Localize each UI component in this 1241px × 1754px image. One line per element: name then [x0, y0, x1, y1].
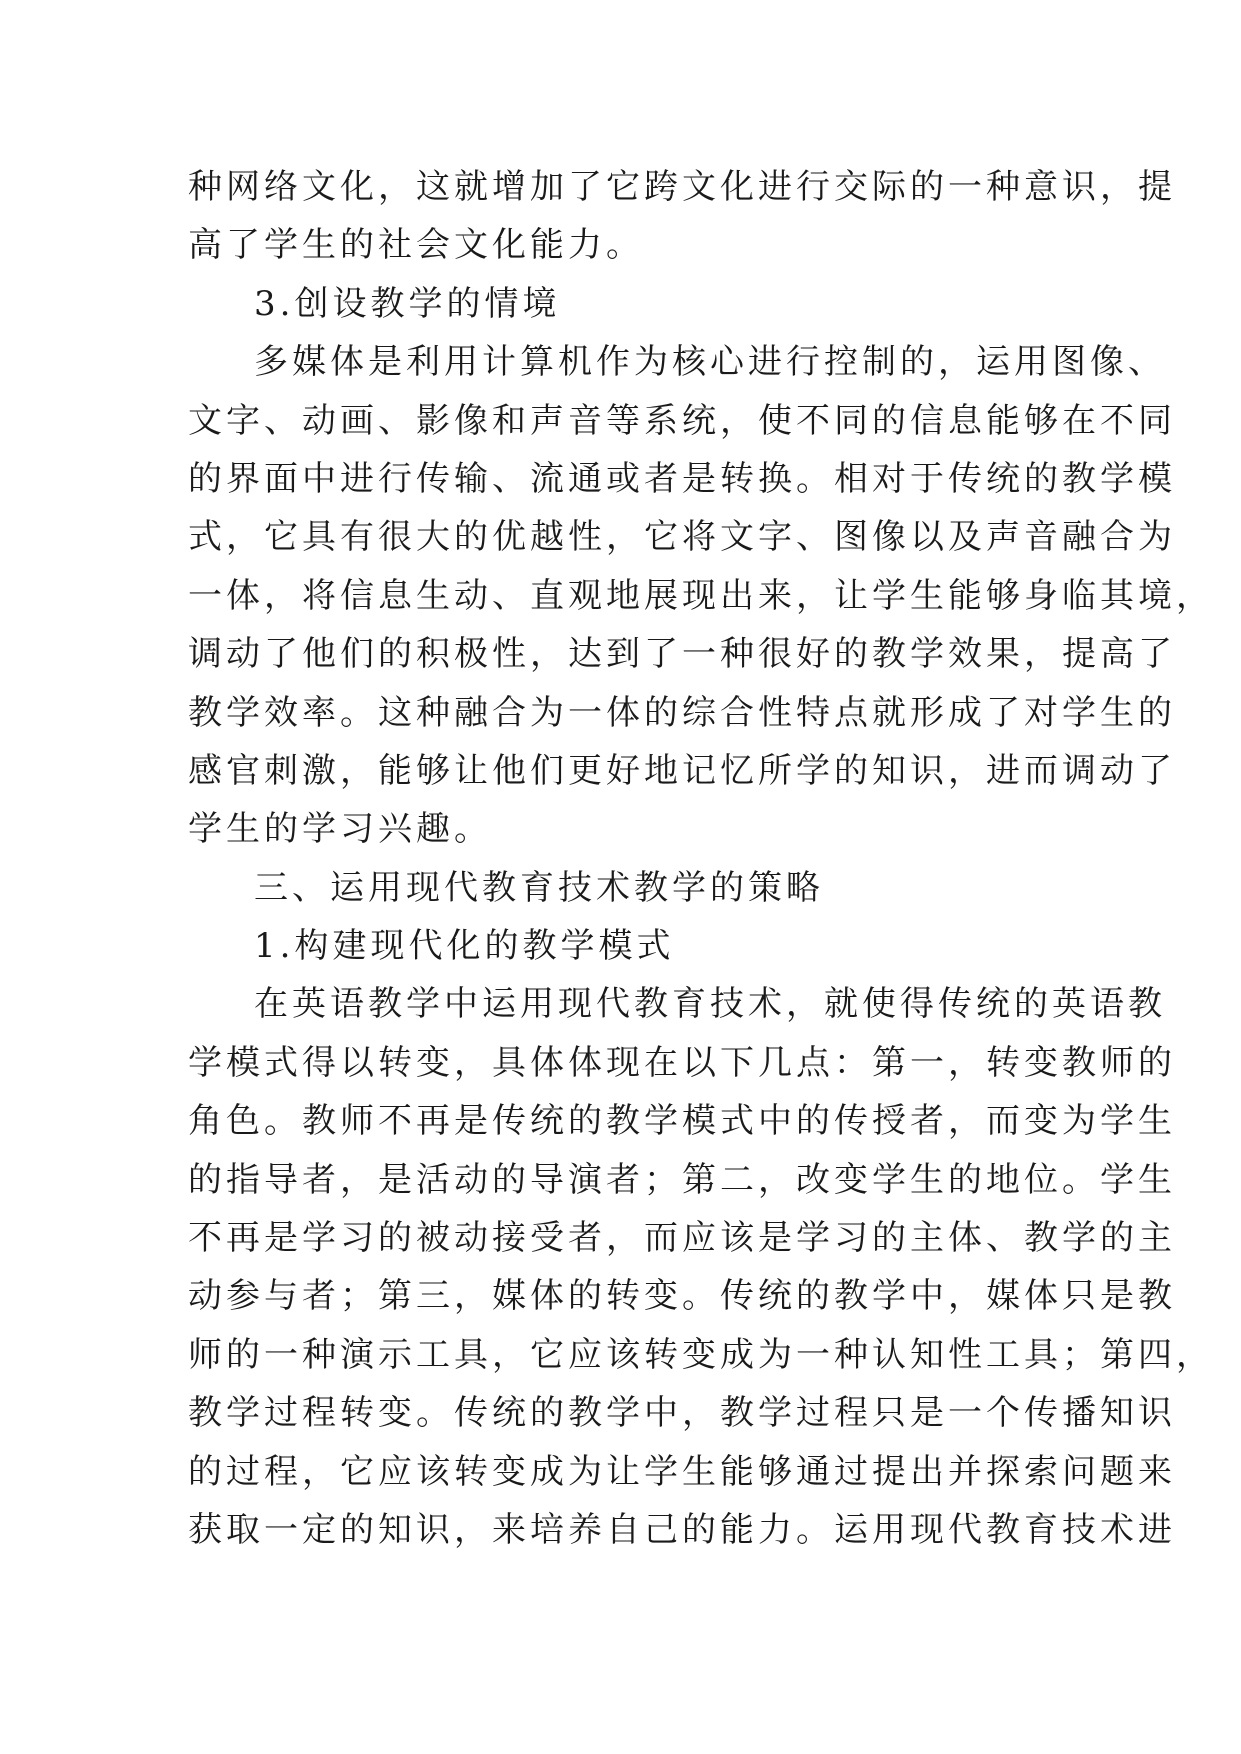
text-line: 文字、动画、影像和声音等系统，使不同的信息能够在不同 [188, 400, 1176, 441]
paragraph-start: 多媒体是利用计算机作为核心进行控制的，运用图像、 [254, 342, 1166, 383]
text-line: 一体，将信息生动、直观地展现出来，让学生能够身临其境， [188, 575, 1214, 616]
body-text [188, 158, 1214, 1559]
text-line: 种网络文化，这就增加了它跨文化进行交际的一种意识，提 [188, 167, 1176, 207]
text-line: 调动了他们的积极性，达到了一种很好的教学效果，提高了 [188, 634, 1176, 675]
text-line: 不再是学习的被动接受者，而应该是学习的主体、教学的主 [188, 1218, 1176, 1259]
paragraph-start: 在英语教学中运用现代教育技术，就使得传统的英语教 [254, 984, 1166, 1025]
text-line: 动参与者；第三，媒体的转变。传统的教学中，媒体只是教 [188, 1276, 1176, 1317]
text-line: 获取一定的知识，来培养自己的能力。运用现代教育技术进 [188, 1509, 1176, 1550]
text-line: 高了学生的社会文化能力。 [188, 225, 644, 266]
text-line: 感官刺激，能够让他们更好地记忆所学的知识，进而调动了 [188, 750, 1176, 791]
section-heading: 三、运用现代教育技术教学的策略 [254, 867, 824, 908]
text-line: 式，它具有很大的优越性，它将文字、图像以及声音融合为 [188, 517, 1176, 558]
text-line: 角色。教师不再是传统的教学模式中的传授者，而变为学生 [188, 1101, 1176, 1142]
subsection-heading: 3.创设教学的情境 [254, 283, 561, 324]
text-line: 教学效率。这种融合为一体的综合性特点就形成了对学生的 [188, 692, 1176, 733]
text-line: 学生的学习兴趣。 [188, 809, 492, 850]
text-line: 的过程，它应该转变成为让学生能够通过提出并探索问题来 [188, 1451, 1176, 1492]
text-line: 的界面中进行传输、流通或者是转换。相对于传统的教学模 [188, 458, 1176, 499]
subsection-heading: 1.构建现代化的教学模式 [254, 926, 675, 967]
text-line: 学模式得以转变，具体体现在以下几点：第一，转变教师的 [188, 1042, 1176, 1083]
text-line: 教学过程转变。传统的教学中，教学过程只是一个传播知识 [188, 1393, 1176, 1434]
text-line: 的指导者，是活动的导演者；第二，改变学生的地位。学生 [188, 1159, 1176, 1200]
text-line: 师的一种演示工具，它应该转变成为一种认知性工具；第四， [188, 1334, 1214, 1375]
